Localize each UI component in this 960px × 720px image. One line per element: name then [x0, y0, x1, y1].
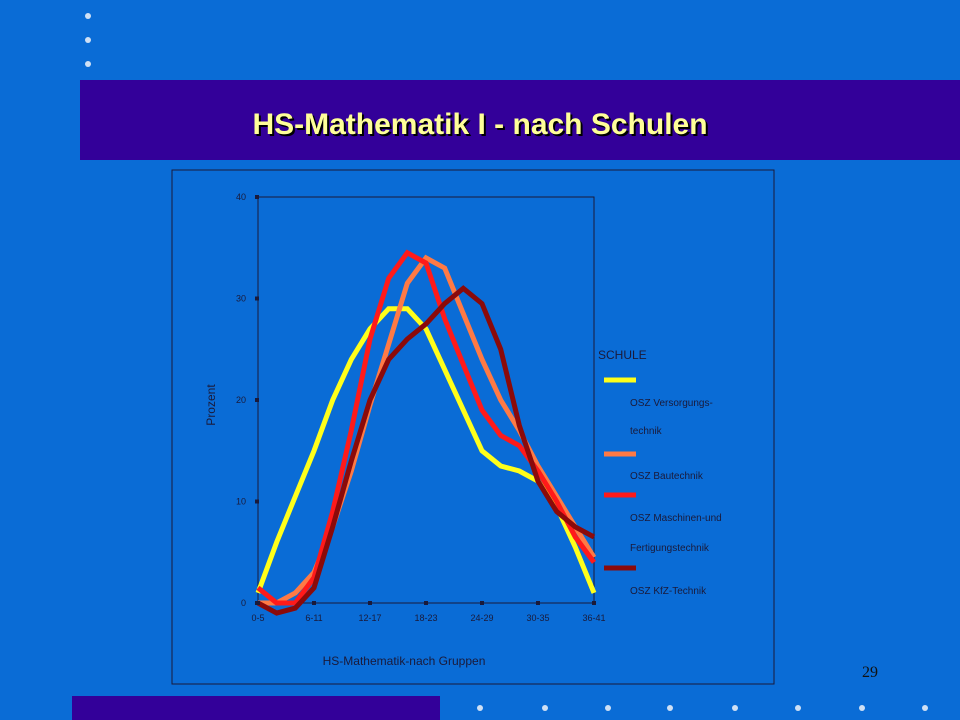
legend-label: OSZ Maschinen-und — [630, 513, 722, 524]
legend-label: technik — [630, 426, 662, 437]
x-tick-mark — [424, 601, 428, 605]
x-tick-mark — [592, 601, 596, 605]
bullet-dot — [542, 705, 548, 711]
y-tick-label: 10 — [235, 496, 246, 507]
y-tick-mark — [255, 195, 259, 199]
x-tick-label: 18-23 — [414, 613, 438, 623]
bullet-dot — [859, 705, 865, 711]
legend-label: Fertigungstechnik — [630, 543, 709, 554]
y-tick-label: 0 — [240, 598, 246, 608]
x-tick-label: 36-41 — [582, 613, 606, 623]
y-tick-label: 20 — [235, 395, 246, 405]
bullet-dot — [477, 705, 483, 711]
legend-title: SCHULE — [598, 348, 647, 362]
legend-label: OSZ Versorgungs- — [630, 398, 713, 409]
y-tick-label: 40 — [235, 192, 246, 202]
x-tick-mark — [480, 601, 484, 605]
bullet-dot — [667, 705, 673, 711]
x-tick-mark — [536, 601, 540, 605]
x-tick-mark — [368, 601, 372, 605]
x-tick-label: 30-35 — [526, 613, 550, 623]
x-tick-mark — [256, 601, 260, 605]
bullet-dot — [605, 705, 611, 711]
x-tick-label: 24-29 — [470, 613, 494, 623]
x-axis-label: HS-Mathematik-nach Gruppen — [322, 654, 486, 668]
footer-band — [72, 696, 440, 720]
y-tick-label: 30 — [235, 293, 246, 304]
slide-title: HS-Mathematik I - nach Schulen — [252, 108, 708, 141]
bullet-dot — [732, 705, 738, 711]
y-tick-mark — [255, 297, 259, 301]
legend-label: OSZ KfZ-Technik — [630, 586, 707, 597]
y-tick-mark — [255, 500, 259, 504]
bullet-dot — [795, 705, 801, 711]
y-tick-mark — [255, 398, 259, 402]
y-axis-label: Prozent — [204, 384, 218, 426]
x-tick-label: 12-17 — [358, 613, 382, 623]
bullet-dot — [922, 705, 928, 711]
x-tick-mark — [312, 601, 316, 605]
x-tick-label: 0-5 — [251, 613, 265, 623]
page-number: 29 — [862, 664, 878, 681]
x-tick-label: 6-11 — [305, 613, 323, 623]
legend-label: OSZ Bautechnik — [630, 471, 703, 482]
